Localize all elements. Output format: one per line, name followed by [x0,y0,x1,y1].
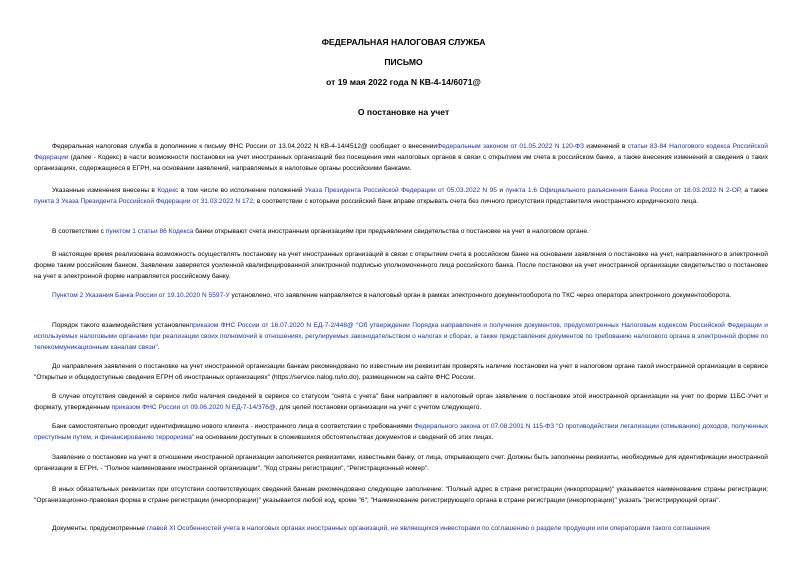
paragraph-5 [34,290,768,301]
link-chapter-xi[interactable]: главой XI Особенностей учета в налоговых органах иностранных организаций, не являющихся инвесторами по соглашению о разделе продукции или операторами такого соглашения [146,525,710,532]
text: . [157,344,160,351]
paragraph-3 [34,226,768,237]
document-type: ПИСЬМО [384,57,423,67]
link-tax-code[interactable]: Кодекс [157,187,179,194]
paragraph-2 [34,185,768,207]
paragraph-9 [34,421,768,443]
text: В соответствии с [52,228,106,235]
paragraph-8 [34,391,768,413]
text: в том числе во исполнение положений [178,187,305,194]
agency-heading: ФЕДЕРАЛЬНАЯ НАЛОГОВАЯ СЛУЖБА [321,37,486,47]
link-presidential-decree-172[interactable]: пункта 3 Указа Президента Российской Федерации от 31.03.2022 N 172 [34,198,254,205]
link-article-86[interactable]: пунктом 1 статьи 86 Кодекса [105,228,194,235]
paragraph-6 [34,320,768,353]
document-subject: О постановке на учет [357,107,450,117]
link-bank-clarification[interactable]: пункта 1.6 Официального разъяснения Банка России от 18.03.2022 N 2-ОР [505,187,741,194]
text: изменений в [583,143,628,150]
text: В иных обязательных реквизитах при отсутствии соответствующих сведений банкам рекомендовано следующее заполнение: "Полный адрес в стране регистрации (инкорпорации)" указывается наименование страны регистрации; "Организационно-правовая форма в стране регистрации (инкорпорации)" указывается любой код, кроме "6"; "Наименование регистрирующего органа в стране регистрации (инкорпорации)" указать "регистрирующий орган". [34,486,768,504]
text: Банк самостоятельно проводит идентификацию нового клиента - иностранного лица в соответствии с требованиями [52,423,415,430]
text: Документы, предусмотренные [52,525,147,532]
link-federal-law-115[interactable]: Федерального закона от 07.08.2001 N 115-ФЗ "О противодействии легализации (отмыванию) доходов, полученных преступным путем, и финансированию терроризма" [34,423,768,441]
text: на основании доступных в сложившихся обстоятельствах документов и сведений об этих лицах. [194,434,494,441]
link-fns-order-376[interactable]: приказом ФНС России от 09.06.2020 N ЕД-7-14/376@ [111,404,276,411]
paragraph-7 [34,361,768,383]
text: , в соответствии с которыми российский банк вправе открывать счета без личного присутствия представителя иностранного юридического лица. [253,198,699,205]
text: До направления заявления о постановке на учет иностранной организации банкам рекомендовано по известным им реквизитам проверять наличие постановки на учет в налоговом органе такой иностранной организации в сервисе "Открытые и общедоступные сведения ЕГРН об иностранных организациях" (https://service.nalog.ru/io.do), размещенном на сайте ФНС России. [34,363,768,381]
paragraph-11 [34,484,768,506]
paragraph-4 [34,249,768,282]
text: Порядок такого взаимодействия установлен [52,322,190,329]
link-bank-instruction-5597[interactable]: Пунктом 2 Указания Банка России от 19.10.2020 N 5597-У [52,292,230,299]
text: (далее - Кодекс) в части возможности постановки на учет иностранных организаций без посещения ими налоговых органов в связи с открытием им счета в российском банке, а также внесения изменений в сведения о таких организациях, содержащиеся в ЕГРН, на основании заявлений, направляемых в налоговые органы российскими банками. [34,154,768,172]
text: , для целей постановки организации на учет с учетом следующего. [275,404,482,411]
text: В случае отсутствия сведений в сервисе либо наличия сведений в сервисе со статусом "снята с учета" банк направляет в налоговый орган заявление о постановке этой иностранной организации на учет по форме 11БС-Учет и формату, утвержденным [34,393,768,411]
text: Заявление о постановке на учет в отношении иностранной организации заполняется реквизитами, известными банку, от лица, открывающего счет. Должны быть заполнены реквизиты, необходимые для идентификации иностранной организации в ЕГРН, - "Полное наименование иностранной организации", "Код страны регистрации", "Регистрационный номер". [34,454,768,472]
paragraph-12 [34,523,768,534]
text: В настоящее время реализована возможность осуществлять постановку на учет иностранных организаций в связи с открытием счета в российском банке на основании заявления о постановке на учет, направленного в электронной форме таким российским банком. Заявление заверяется усиленной квалифицированной электронной подписью уполномоченного лица российского банка. После постановки на учет иностранной организации свидетельство о постановке на учет в электронной форме направляется российскому банку. [34,251,768,280]
link-tax-code-articles[interactable]: статьи 83-84 Налогового кодекса Российской Федерации [34,143,768,161]
link-presidential-decree-95[interactable]: Указа Президента Российской Федерации от 05.03.2022 N 95 [304,187,497,194]
text: Федеральная налоговая служба в дополнение к письму ФНС России от 13.04.2022 N КВ-4-14/4512@ сообщает о внесении [52,143,438,150]
link-federal-law-120[interactable]: Федеральным законом от 01.05.2022 N 120-ФЗ [437,143,584,150]
document-date-number: от 19 мая 2022 года N КВ-4-14/6071@ [326,77,481,87]
paragraph-1 [34,141,768,174]
text: и [496,187,506,194]
link-fns-order-448[interactable]: приказом ФНС России от 16.07.2020 N ЕД-7-2/448@ "Об утверждении Порядка направления и получения документов, предусмотренных Налоговым кодексом Российской Федерации и используемых налоговыми органами при реализации своих полномочий в отношениях, регулируемых законодательством о налогах и сборах, а также представления документов по требованию налогового органа в электронной форме по телекоммуникационным каналам связи" [34,322,768,351]
text: Указанные изменения внесены в [52,187,158,194]
text: , а также [740,187,768,194]
text: банки открывают счета иностранным организациям при предъявлении свидетельства о постановке на учет в налоговом органе. [193,228,589,235]
paragraph-10 [34,452,768,474]
text: установлено, что заявление направляется в налоговый орган в рамках электронного документооборота по ТКС через оператора электронного документооборота. [229,292,732,299]
